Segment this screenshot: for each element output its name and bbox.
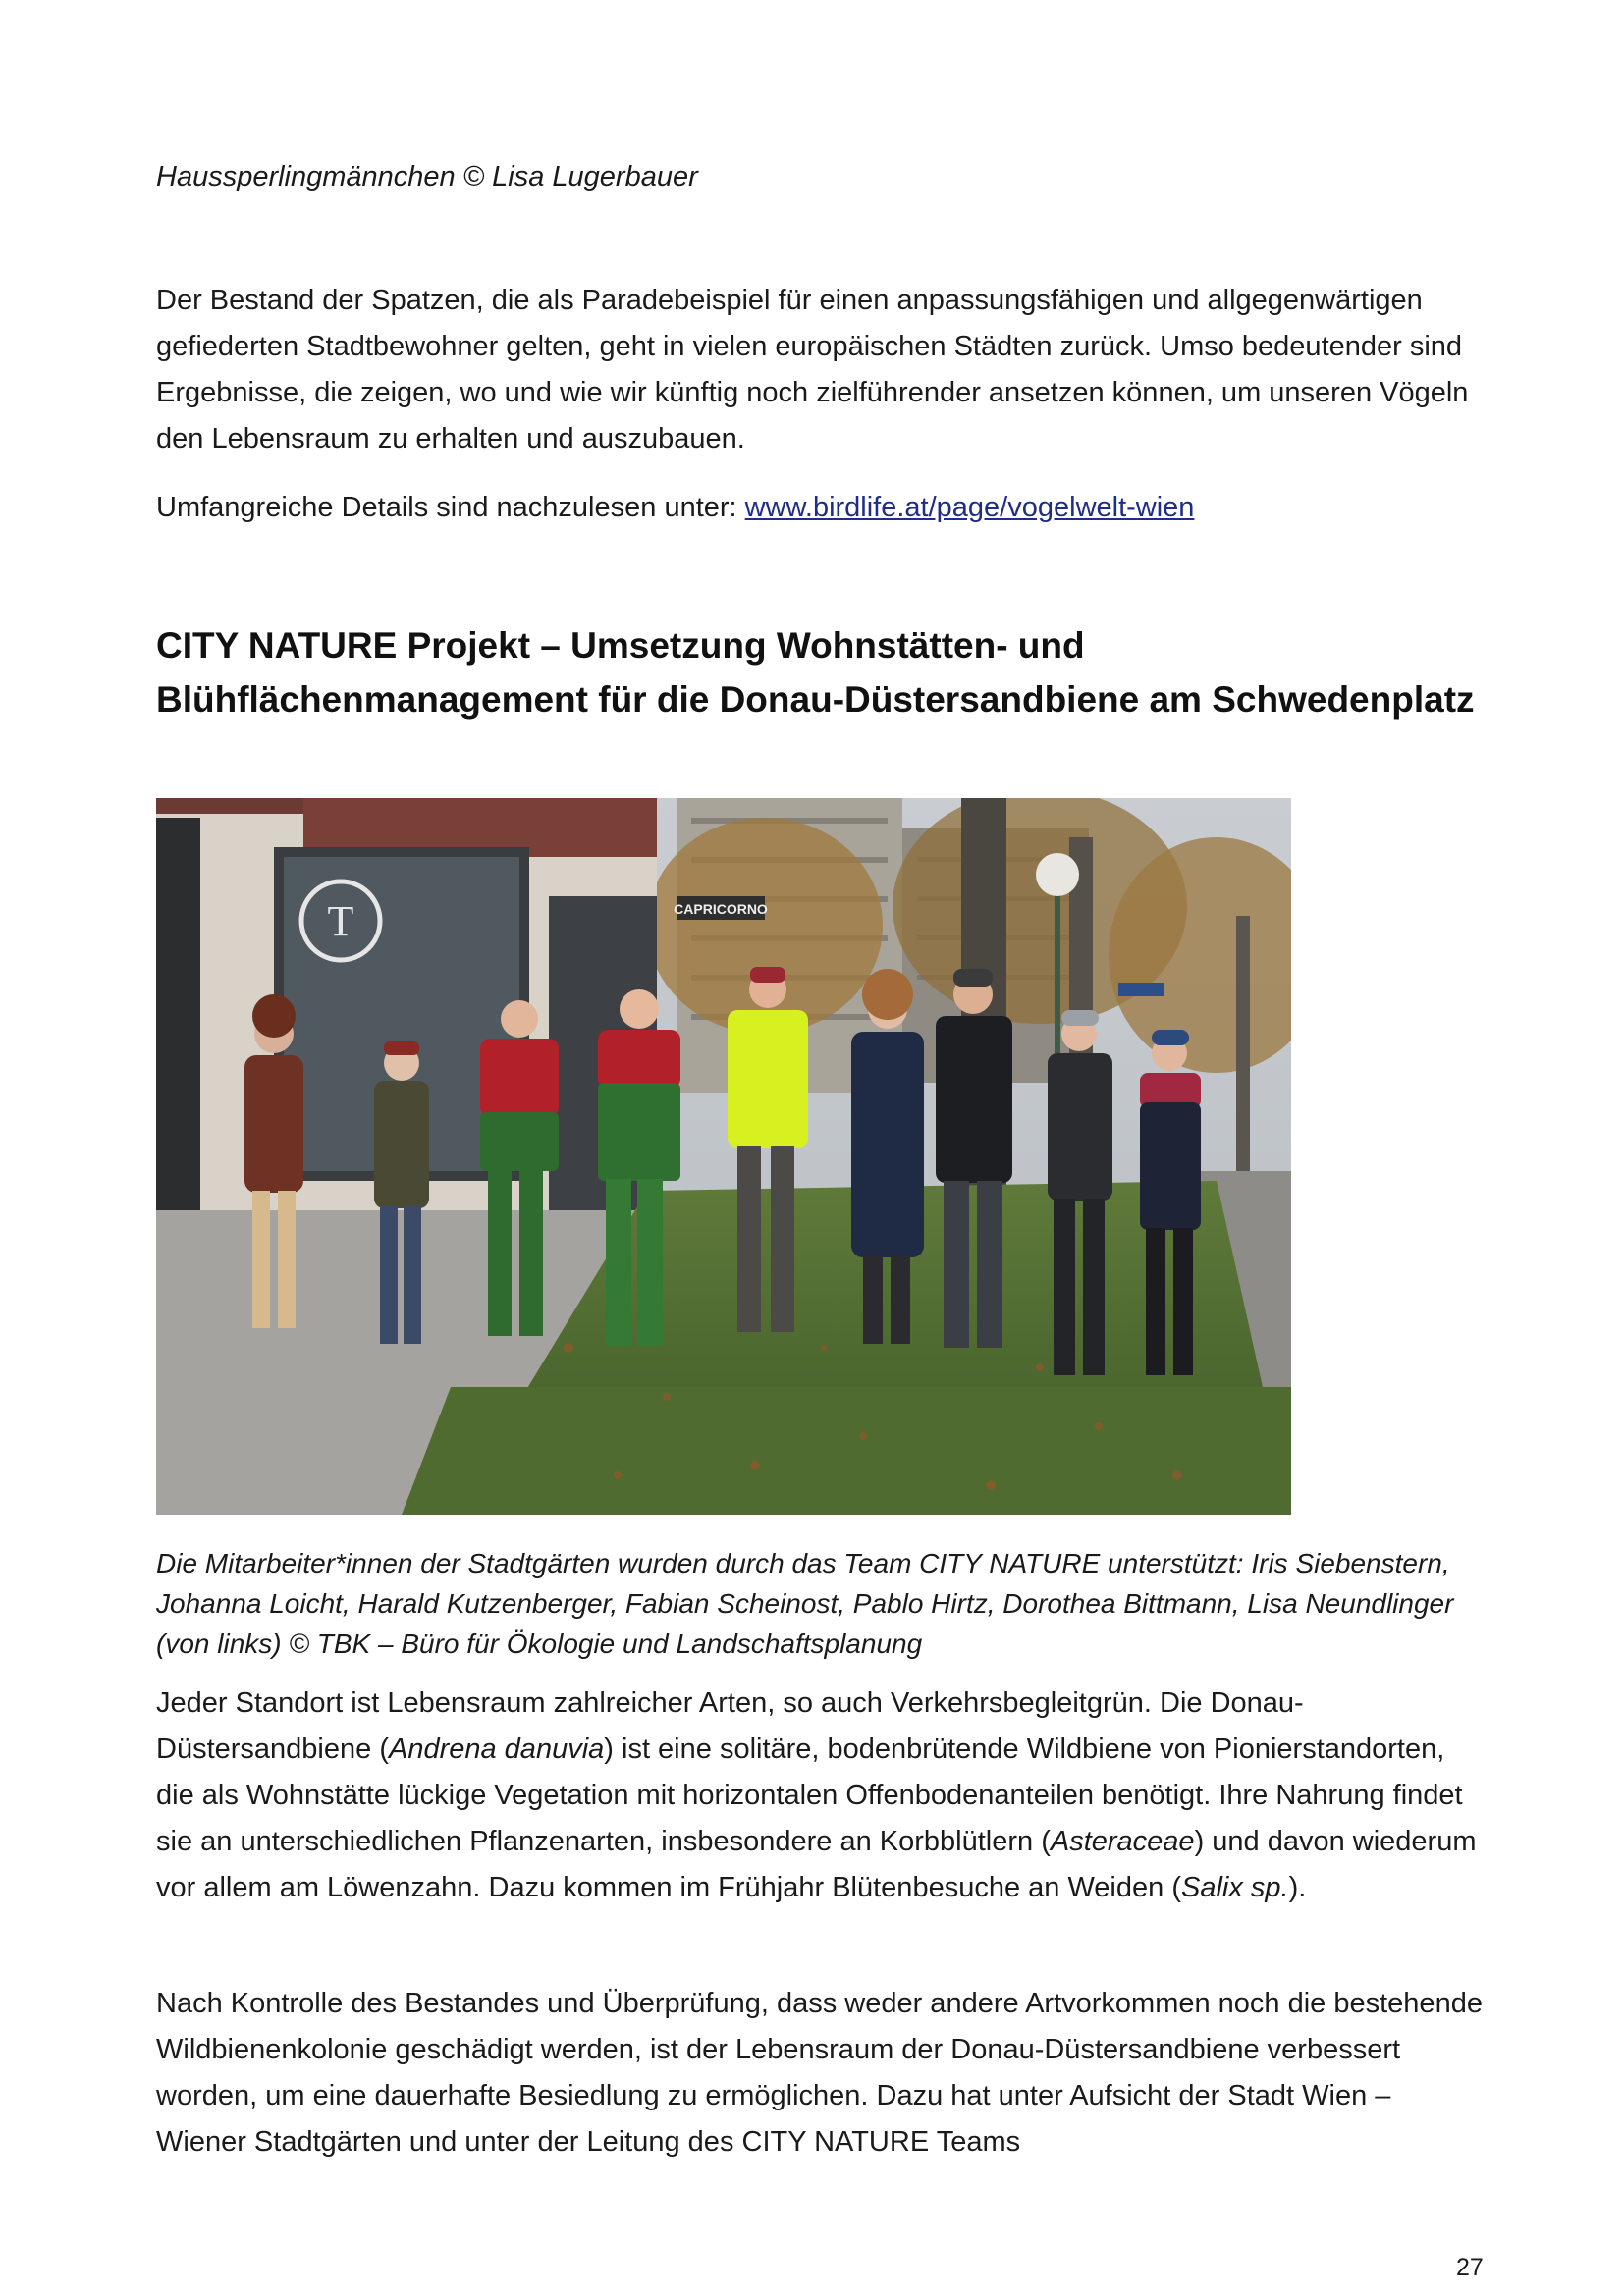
sparrow-photo-caption: Haussperlingmännchen © Lisa Lugerbauer: [156, 161, 698, 192]
habitat-text-part4: ).: [1288, 1872, 1307, 1903]
intro-paragraph: Der Bestand der Spatzen, die als Paradebeispiel für einen anpassungsfähigen und allgegenwärtigen gefiederten Stadtbewohner gelten, geht in vielen europäischen Städten zurück. Umso bedeutender sind Ergebnisse, die zeigen, wo und wie wir künftig noch zielführender ansetzen können, um unseren Vögeln den Lebensraum zu erhalten und auszubauen.: [156, 285, 1469, 454]
genus-name: Salix sp.: [1180, 1872, 1289, 1903]
habitat-paragraph: [156, 1681, 1484, 1911]
team-group-photo: [156, 798, 1291, 1515]
logo-letter: T: [327, 897, 354, 945]
page-number: 27: [1456, 2254, 1484, 2281]
section-heading: CITY NATURE Projekt – Umsetzung Wohnstätten- und Blühflächenmanagement für die Donau-Düstersandbiene am Schwedenplatz: [156, 625, 1475, 720]
control-paragraph: Nach Kontrolle des Bestandes und Überprüfung, dass weder andere Artvorkommen noch die bestehende Wildbienenkolonie geschädigt werden, ist der Lebensraum der Donau-Düstersandbiene verbessert worden, um eine dauerhafte Besiedlung zu ermöglichen. Dazu hat unter Aufsicht der Stadt Wien – Wiener Stadtgärten und unter der Leitung des CITY NATURE Teams: [156, 1988, 1483, 2158]
habitat-text-part2: ) ist eine solitäre, bodenbrütende Wildbiene von Pionierstandorten, die als Wohnstätte lückige Vegetation mit horizontalen Offenbodenanteilen benötigt. Ihre Nahrung findet sie an unterschiedlichen Pflanzenarten, insbesondere an Korbblütlern (: [156, 1734, 1463, 1857]
details-paragraph: [156, 485, 1484, 531]
details-prefix: Umfangreiche Details sind nachzulesen unter:: [156, 492, 745, 523]
hotel-sign: CAPRICORNO: [674, 901, 768, 917]
habitat-text-part1: Jeder Standort ist Lebensraum zahlreicher Arten, so auch Verkehrsbegleitgrün. Die Donau-Düstersandbiene (: [156, 1687, 1304, 1765]
species-name: Andrena danuvia: [388, 1734, 605, 1765]
family-name: Asteraceae: [1050, 1826, 1195, 1857]
birdlife-link[interactable]: www.birdlife.at/page/vogelwelt-wien: [744, 492, 1195, 523]
habitat-text-part3: ) und davon wiederum vor allem am Löwenzahn. Dazu kommen im Frühjahr Blütenbesuche an Weiden (: [156, 1826, 1477, 1903]
team-photo-caption: Die Mitarbeiter*innen der Stadtgärten wurden durch das Team CITY NATURE unterstützt: Iris Siebenstern, Johanna Loicht, Harald Kutzenberger, Fabian Scheinost, Pablo Hirtz, Dorothea Bittmann, Lisa Neundlinger (von links) © TBK – Büro für Ökologie und Landschaftsplanung: [156, 1548, 1454, 1659]
